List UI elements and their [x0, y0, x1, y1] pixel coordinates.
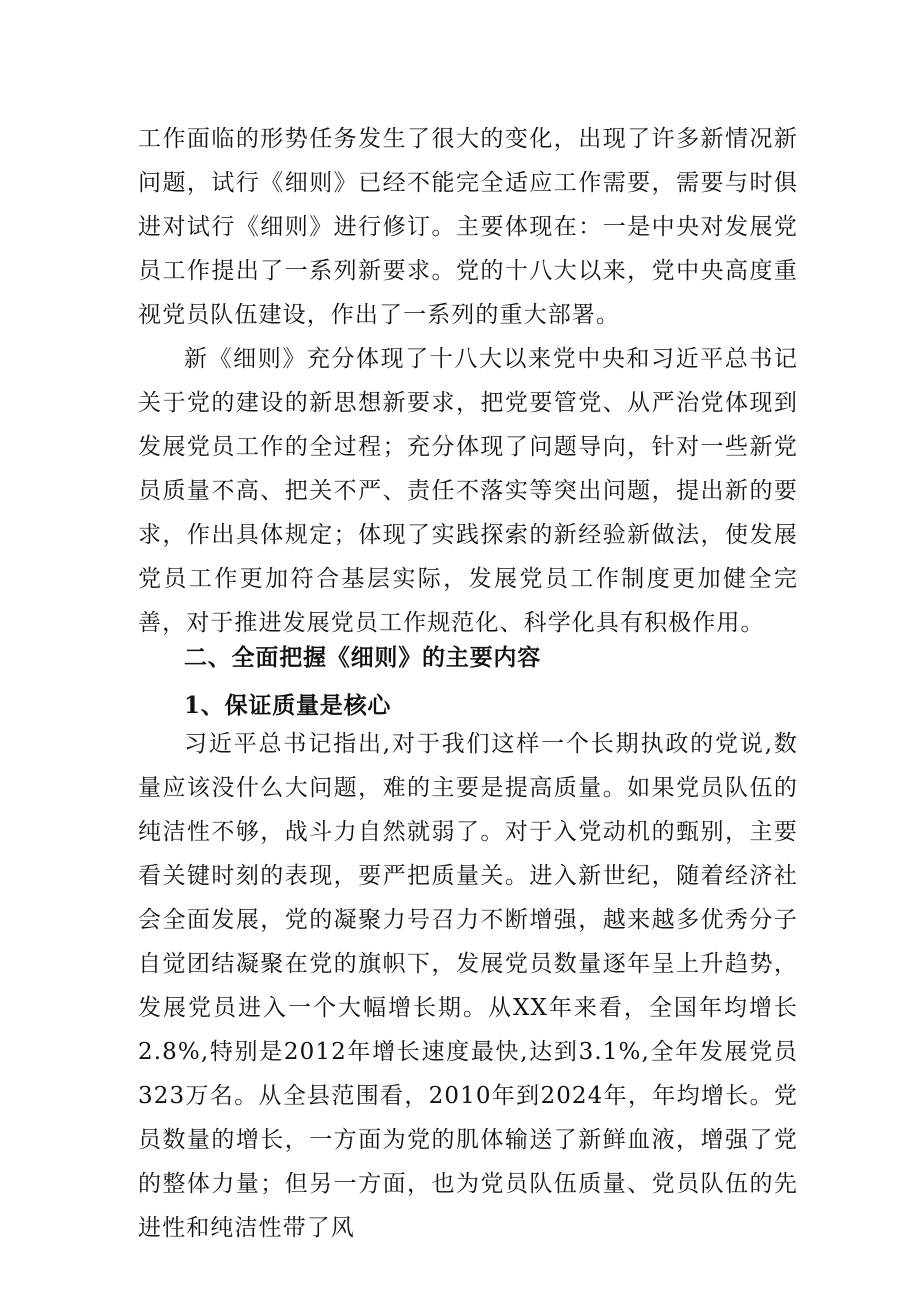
- paragraph-continuation: 工作面临的形势任务发生了很大的变化，出现了许多新情况新问题，试行《细则》已经不能完全适应工作需要，需要与时俱进对试行《细则》进行修订。主要体现在：一是中央对发展党员工作提出了一系列新要求。党的十八大以来，党中央高度重视党员队伍建设，作出了一系列的重大部署。: [138, 126, 798, 328]
- subsection-heading: 1、保证质量是核心: [184, 692, 392, 719]
- section-heading: 二、全面把握《细则》的主要内容: [184, 644, 541, 671]
- paragraph-quality-core: 习近平总书记指出,对于我们这样一个长期执政的党说,数量应该没什么大问题，难的主要是提高质量。如果党员队伍的纯洁性不够，战斗力自然就弱了。对于入党动机的甄别，主要看关键时刻的表现，要严把质量关。进入新世纪，随着经济社会全面发展，党的凝聚力号召力不断增强，越来越多优秀分子自觉团结凝聚在党的旗帜下，发展党员数量逐年呈上升趋势，发展党员进入一个大幅增长期。从XX年来看，全国年均增长2.8%,特别是2012年增长速度最快,达到3.1%,全年发展党员323万名。从全县范围看，2010年到2024年，年均增长。党员数量的增长，一方面为党的肌体输送了新鲜血液，增强了党的整体力量；但另一方面，也为党员队伍质量、党员队伍的先进性和纯洁性带了风: [138, 731, 798, 1241]
- paragraph-new-rules: 新《细则》充分体现了十八大以来党中央和习近平总书记关于党的建设的新思想新要求，把党要管党、从严治党体现到发展党员工作的全过程；充分体现了问题导向，针对一些新党员质量不高、把关不严、责任不落实等突出问题，提出新的要求，作出具体规定；体现了实践探索的新经验新做法，使发展党员工作更加符合基层实际，发展党员工作制度更加健全完善，对于推进发展党员工作规范化、科学化具有积极作用。: [138, 346, 798, 636]
